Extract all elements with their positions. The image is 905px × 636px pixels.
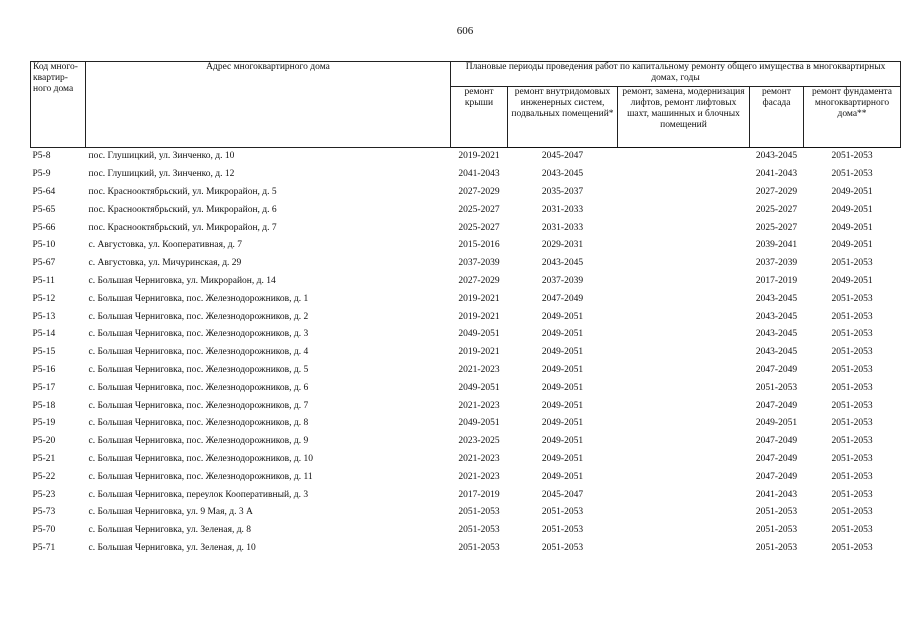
- systems-period-cell: 2045-2047: [541, 489, 584, 500]
- address-cell: с. Большая Черниговка, ул. Зеленая, д. 10: [88, 542, 256, 553]
- address-cell: пос. Краснооктябрьский, ул. Микрорайон, д. 5: [88, 186, 277, 197]
- elevators-period-cell: [618, 219, 750, 237]
- systems-period-cell: 2049-2051: [541, 364, 584, 375]
- address-cell: с. Большая Черниговка, пос. Железнодорожников, д. 9: [88, 436, 309, 447]
- address-cell: с. Большая Черниговка, пос. Железнодорожников, д. 4: [88, 347, 309, 358]
- address-cell: с. Большая Черниговка, пос. Железнодорожников, д. 7: [88, 400, 309, 411]
- roof-period-cell: 2021-2023: [458, 471, 500, 482]
- address-cell: пос. Глушицкий, ул. Зинченко, д. 10: [88, 151, 235, 162]
- systems-period-cell: 2049-2051: [541, 400, 584, 411]
- roof-period-cell: 2021-2023: [458, 400, 500, 411]
- table-row: [31, 451, 901, 469]
- house-code-cell: Р5-70: [32, 525, 56, 536]
- house-code-cell: Р5-20: [32, 436, 56, 447]
- table-row: [31, 540, 901, 558]
- roof-period-cell: 2025-2027: [458, 204, 500, 215]
- roof-period-cell: 2049-2051: [458, 418, 500, 429]
- facade-period-cell: 2025-2027: [755, 222, 798, 233]
- facade-period-cell: 2025-2027: [755, 204, 798, 215]
- systems-period-cell: 2049-2051: [541, 471, 584, 482]
- systems-period-cell: 2049-2051: [541, 382, 584, 393]
- table-row: [31, 148, 901, 166]
- header-periods: Плановые периоды проведения работ по капитальному ремонту общего имущества в многоквартирных домах, годы: [451, 62, 901, 87]
- page-number: 606: [456, 25, 474, 37]
- foundation-period-cell: 2051-2053: [831, 347, 873, 358]
- systems-period-cell: 2029-2031: [541, 240, 584, 251]
- elevators-period-cell: [618, 255, 750, 273]
- header-facade: ремонт фасада: [750, 87, 804, 148]
- elevators-period-cell: [618, 237, 750, 255]
- table-body: [31, 148, 901, 558]
- address-cell: пос. Краснооктябрьский, ул. Микрорайон, д. 6: [88, 204, 277, 215]
- address-cell: с. Большая Черниговка, ул. Микрорайон, д. 14: [88, 275, 276, 286]
- table-row: [31, 255, 901, 273]
- facade-period-cell: 2051-2053: [755, 525, 798, 536]
- elevators-period-cell: [618, 522, 750, 540]
- foundation-period-cell: 2051-2053: [831, 453, 873, 464]
- systems-period-cell: 2035-2037: [541, 186, 584, 197]
- house-code-cell: Р5-67: [32, 258, 56, 269]
- address-cell: с. Большая Черниговка, ул. 9 Мая, д. 3 А: [88, 507, 253, 518]
- systems-period-cell: 2049-2051: [541, 311, 584, 322]
- address-cell: с. Большая Черниговка, ул. Зеленая, д. 8: [88, 525, 252, 536]
- address-cell: с. Большая Черниговка, пос. Железнодорожников, д. 3: [88, 329, 309, 340]
- elevators-period-cell: [618, 397, 750, 415]
- foundation-period-cell: 2049-2051: [831, 222, 873, 233]
- foundation-period-cell: 2051-2053: [831, 293, 873, 304]
- address-cell: с. Большая Черниговка, переулок Кооперативный, д. 3: [88, 489, 309, 500]
- elevators-period-cell: [618, 326, 750, 344]
- address-cell: с. Большая Черниговка, пос. Железнодорожников, д. 8: [88, 418, 309, 429]
- elevators-period-cell: [618, 308, 750, 326]
- house-code-cell: Р5-21: [32, 453, 56, 464]
- elevators-period-cell: [618, 379, 750, 397]
- foundation-period-cell: 2051-2053: [831, 151, 873, 162]
- table-row: [31, 504, 901, 522]
- house-code-cell: Р5-66: [32, 222, 56, 233]
- house-code-cell: Р5-12: [32, 293, 56, 304]
- roof-period-cell: 2041-2043: [458, 169, 500, 180]
- house-code-cell: Р5-18: [32, 400, 56, 411]
- facade-period-cell: 2017-2019: [755, 275, 798, 286]
- systems-period-cell: 2043-2045: [541, 258, 584, 269]
- house-code-cell: Р5-22: [32, 471, 56, 482]
- house-code-cell: Р5-10: [32, 240, 56, 251]
- house-code-cell: Р5-15: [32, 347, 56, 358]
- roof-period-cell: 2021-2023: [458, 364, 500, 375]
- facade-period-cell: 2049-2051: [755, 418, 798, 429]
- house-code-cell: Р5-64: [32, 186, 56, 197]
- systems-period-cell: 2037-2039: [541, 275, 584, 286]
- roof-period-cell: 2017-2019: [458, 489, 500, 500]
- table-row: [31, 379, 901, 397]
- foundation-period-cell: 2051-2053: [831, 258, 873, 269]
- roof-period-cell: 2051-2053: [458, 507, 500, 518]
- foundation-period-cell: 2049-2051: [831, 240, 873, 251]
- elevators-period-cell: [618, 344, 750, 362]
- elevators-period-cell: [618, 184, 750, 202]
- facade-period-cell: 2043-2045: [755, 329, 798, 340]
- table-row: [31, 184, 901, 202]
- table-row: [31, 326, 901, 344]
- repair-schedule-table: [30, 61, 901, 557]
- address-cell: пос. Краснооктябрьский, ул. Микрорайон, д. 7: [88, 222, 277, 233]
- table-row: [31, 219, 901, 237]
- facade-period-cell: 2041-2043: [755, 489, 798, 500]
- house-code-cell: Р5-73: [32, 507, 56, 518]
- roof-period-cell: 2027-2029: [458, 275, 500, 286]
- foundation-period-cell: 2051-2053: [831, 311, 873, 322]
- table-row: [31, 415, 901, 433]
- systems-period-cell: 2031-2033: [541, 204, 584, 215]
- facade-period-cell: 2041-2043: [755, 169, 798, 180]
- foundation-period-cell: 2051-2053: [831, 436, 873, 447]
- house-code-cell: Р5-65: [32, 204, 56, 215]
- header-address: Адрес многоквартирного дома: [86, 62, 451, 148]
- facade-period-cell: 2047-2049: [755, 471, 798, 482]
- elevators-period-cell: [618, 468, 750, 486]
- house-code-cell: Р5-11: [32, 275, 55, 286]
- roof-period-cell: 2025-2027: [458, 222, 500, 233]
- elevators-period-cell: [618, 504, 750, 522]
- roof-period-cell: 2051-2053: [458, 542, 500, 553]
- table-row: [31, 344, 901, 362]
- table-row: [31, 486, 901, 504]
- elevators-period-cell: [618, 148, 750, 166]
- house-code-cell: Р5-16: [32, 364, 56, 375]
- roof-period-cell: 2019-2021: [458, 311, 500, 322]
- systems-period-cell: 2045-2047: [541, 151, 584, 162]
- address-cell: с. Большая Черниговка, пос. Железнодорожников, д. 11: [88, 471, 313, 482]
- house-code-cell: Р5-8: [32, 151, 51, 162]
- table-row: [31, 273, 901, 291]
- foundation-period-cell: 2051-2053: [831, 542, 873, 553]
- header-foundation: ремонт фундамента многоквартирного дома**: [804, 87, 901, 148]
- table-row: [31, 397, 901, 415]
- systems-period-cell: 2047-2049: [541, 293, 584, 304]
- table-row: [31, 201, 901, 219]
- address-cell: с. Большая Черниговка, пос. Железнодорожников, д. 6: [88, 382, 309, 393]
- table-row: [31, 308, 901, 326]
- facade-period-cell: 2037-2039: [755, 258, 798, 269]
- roof-period-cell: 2019-2021: [458, 293, 500, 304]
- systems-period-cell: 2049-2051: [541, 453, 584, 464]
- facade-period-cell: 2043-2045: [755, 347, 798, 358]
- elevators-period-cell: [618, 290, 750, 308]
- facade-period-cell: 2051-2053: [755, 542, 798, 553]
- elevators-period-cell: [618, 273, 750, 291]
- foundation-period-cell: 2051-2053: [831, 471, 873, 482]
- facade-period-cell: 2047-2049: [755, 436, 798, 447]
- facade-period-cell: 2051-2053: [755, 507, 798, 518]
- header-code: Код много-квартир-ного дома: [31, 62, 86, 148]
- facade-period-cell: 2047-2049: [755, 400, 798, 411]
- header-elevators: ремонт, замена, модернизация лифтов, ремонт лифтовых шахт, машинных и блочных помещений: [618, 87, 750, 148]
- roof-period-cell: 2019-2021: [458, 347, 500, 358]
- address-cell: с. Большая Черниговка, пос. Железнодорожников, д. 1: [88, 293, 309, 304]
- roof-period-cell: 2037-2039: [458, 258, 500, 269]
- address-cell: с. Августовка, ул. Кооперативная, д. 7: [88, 240, 243, 251]
- foundation-period-cell: 2051-2053: [831, 364, 873, 375]
- systems-period-cell: 2051-2053: [541, 542, 584, 553]
- house-code-cell: Р5-71: [32, 542, 56, 553]
- roof-period-cell: 2027-2029: [458, 186, 500, 197]
- roof-period-cell: 2049-2051: [458, 329, 500, 340]
- foundation-period-cell: 2051-2053: [831, 525, 873, 536]
- header-roof: ремонт крыши: [451, 87, 508, 148]
- address-cell: с. Большая Черниговка, пос. Железнодорожников, д. 5: [88, 364, 309, 375]
- systems-period-cell: 2049-2051: [541, 436, 584, 447]
- elevators-period-cell: [618, 433, 750, 451]
- address-cell: с. Большая Черниговка, пос. Железнодорожников, д. 2: [88, 311, 309, 322]
- table-row: [31, 522, 901, 540]
- address-cell: с. Большая Черниговка, пос. Железнодорожников, д. 10: [88, 453, 313, 464]
- table-header: [31, 62, 901, 148]
- facade-period-cell: 2043-2045: [755, 293, 798, 304]
- systems-period-cell: 2051-2053: [541, 525, 584, 536]
- house-code-cell: Р5-19: [32, 418, 56, 429]
- foundation-period-cell: 2049-2051: [831, 186, 873, 197]
- systems-period-cell: 2051-2053: [541, 507, 584, 518]
- elevators-period-cell: [618, 451, 750, 469]
- address-cell: пос. Глушицкий, ул. Зинченко, д. 12: [88, 169, 235, 180]
- systems-period-cell: 2031-2033: [541, 222, 584, 233]
- house-code-cell: Р5-23: [32, 489, 56, 500]
- house-code-cell: Р5-13: [32, 311, 56, 322]
- facade-period-cell: 2043-2045: [755, 311, 798, 322]
- elevators-period-cell: [618, 166, 750, 184]
- header-systems: ремонт внутридомовых инженерных систем, подвальных помещений*: [508, 87, 618, 148]
- foundation-period-cell: 2051-2053: [831, 489, 873, 500]
- systems-period-cell: 2049-2051: [541, 329, 584, 340]
- facade-period-cell: 2039-2041: [755, 240, 798, 251]
- table-row: [31, 362, 901, 380]
- elevators-period-cell: [618, 415, 750, 433]
- roof-period-cell: 2021-2023: [458, 453, 500, 464]
- table-row: [31, 237, 901, 255]
- roof-period-cell: 2015-2016: [458, 240, 500, 251]
- table-row: [31, 166, 901, 184]
- house-code-cell: Р5-9: [32, 169, 51, 180]
- foundation-period-cell: 2049-2051: [831, 275, 873, 286]
- elevators-period-cell: [618, 362, 750, 380]
- house-code-cell: Р5-14: [32, 329, 56, 340]
- systems-period-cell: 2043-2045: [541, 169, 584, 180]
- address-cell: с. Августовка, ул. Мичуринская, д. 29: [88, 258, 242, 269]
- systems-period-cell: 2049-2051: [541, 347, 584, 358]
- table-row: [31, 468, 901, 486]
- facade-period-cell: 2027-2029: [755, 186, 798, 197]
- facade-period-cell: 2051-2053: [755, 382, 798, 393]
- facade-period-cell: 2047-2049: [755, 453, 798, 464]
- roof-period-cell: 2051-2053: [458, 525, 500, 536]
- house-code-cell: Р5-17: [32, 382, 56, 393]
- foundation-period-cell: 2051-2053: [831, 382, 873, 393]
- foundation-period-cell: 2049-2051: [831, 204, 873, 215]
- table-row: [31, 290, 901, 308]
- elevators-period-cell: [618, 486, 750, 504]
- facade-period-cell: 2047-2049: [755, 364, 798, 375]
- foundation-period-cell: 2051-2053: [831, 329, 873, 340]
- systems-period-cell: 2049-2051: [541, 418, 584, 429]
- foundation-period-cell: 2051-2053: [831, 418, 873, 429]
- facade-period-cell: 2043-2045: [755, 151, 798, 162]
- elevators-period-cell: [618, 201, 750, 219]
- foundation-period-cell: 2051-2053: [831, 400, 873, 411]
- elevators-period-cell: [618, 540, 750, 558]
- foundation-period-cell: 2051-2053: [831, 507, 873, 518]
- roof-period-cell: 2019-2021: [458, 151, 500, 162]
- foundation-period-cell: 2051-2053: [831, 169, 873, 180]
- roof-period-cell: 2023-2025: [458, 436, 500, 447]
- roof-period-cell: 2049-2051: [458, 382, 500, 393]
- table-row: [31, 433, 901, 451]
